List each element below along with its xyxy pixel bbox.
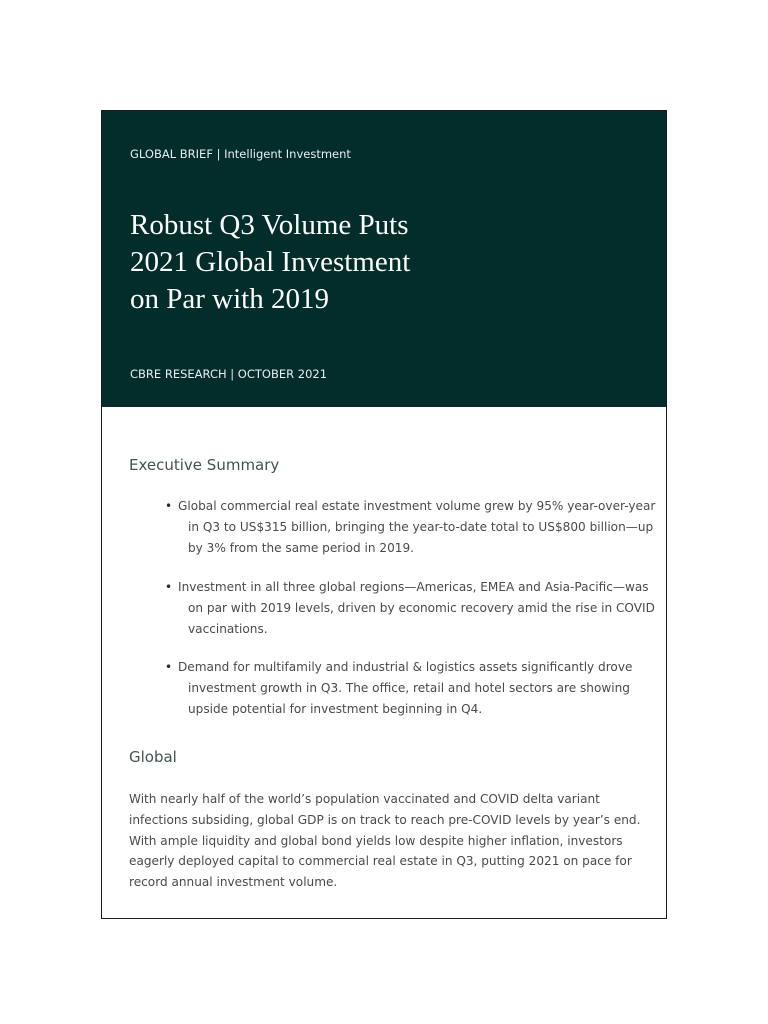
list-item xyxy=(164,657,644,720)
bullet-line: on par with 2019 levels, driven by economic recovery amid the rise in COVID xyxy=(188,600,655,615)
document-page xyxy=(101,110,667,919)
bullet-text xyxy=(178,657,644,720)
bullet-icon: • xyxy=(165,579,173,594)
paragraph-line: With nearly half of the world’s population vaccinated and COVID delta variant xyxy=(129,792,600,806)
bullet-line: Investment in all three global regions—Americas, EMEA and Asia-Pacific—was xyxy=(178,579,649,594)
title-line: on Par with 2019 xyxy=(130,283,329,315)
bullet-text xyxy=(178,577,655,640)
executive-summary-heading: Executive Summary xyxy=(129,456,280,474)
bullet-line: by 3% from the same period in 2019. xyxy=(188,541,415,555)
bullet-icon: • xyxy=(165,499,173,513)
bullet-line: Global commercial real estate investment volume grew by 95% year-over-year xyxy=(178,499,656,513)
global-paragraph xyxy=(129,789,649,893)
bullet-line: vaccinations. xyxy=(188,621,268,636)
bullet-line: Demand for multifamily and industrial & logistics assets significantly drove xyxy=(178,660,633,674)
list-item xyxy=(164,496,656,559)
executive-summary-list xyxy=(164,496,656,738)
list-item xyxy=(164,577,655,640)
bullet-text xyxy=(178,496,656,559)
bullet-line: upside potential for investment beginning in Q4. xyxy=(188,702,483,716)
hero-banner xyxy=(102,111,666,407)
report-byline: CBRE RESEARCH | OCTOBER 2021 xyxy=(130,367,328,381)
paragraph-line: With ample liquidity and global bond yields low despite higher inflation, investors xyxy=(129,833,623,848)
bullet-line: investment growth in Q3. The office, retail and hotel sectors are showing xyxy=(188,681,630,695)
global-heading: Global xyxy=(129,748,177,766)
bullet-line: in Q3 to US$315 billion, bringing the year-to-date total to US$800 billion—up xyxy=(188,520,654,534)
report-kicker: GLOBAL BRIEF | Intelligent Investment xyxy=(130,147,351,161)
bullet-icon: • xyxy=(165,660,173,674)
paragraph-line: infections subsiding, global GDP is on track to reach pre-COVID levels by year’s end. xyxy=(129,812,641,827)
paragraph-line: record annual investment volume. xyxy=(129,875,338,890)
title-line: 2021 Global Investment xyxy=(130,246,411,278)
title-line: Robust Q3 Volume Puts xyxy=(130,209,409,241)
paragraph-line: eagerly deployed capital to commercial real estate in Q3, putting 2021 on pace for xyxy=(129,854,632,869)
page-title xyxy=(130,207,570,318)
